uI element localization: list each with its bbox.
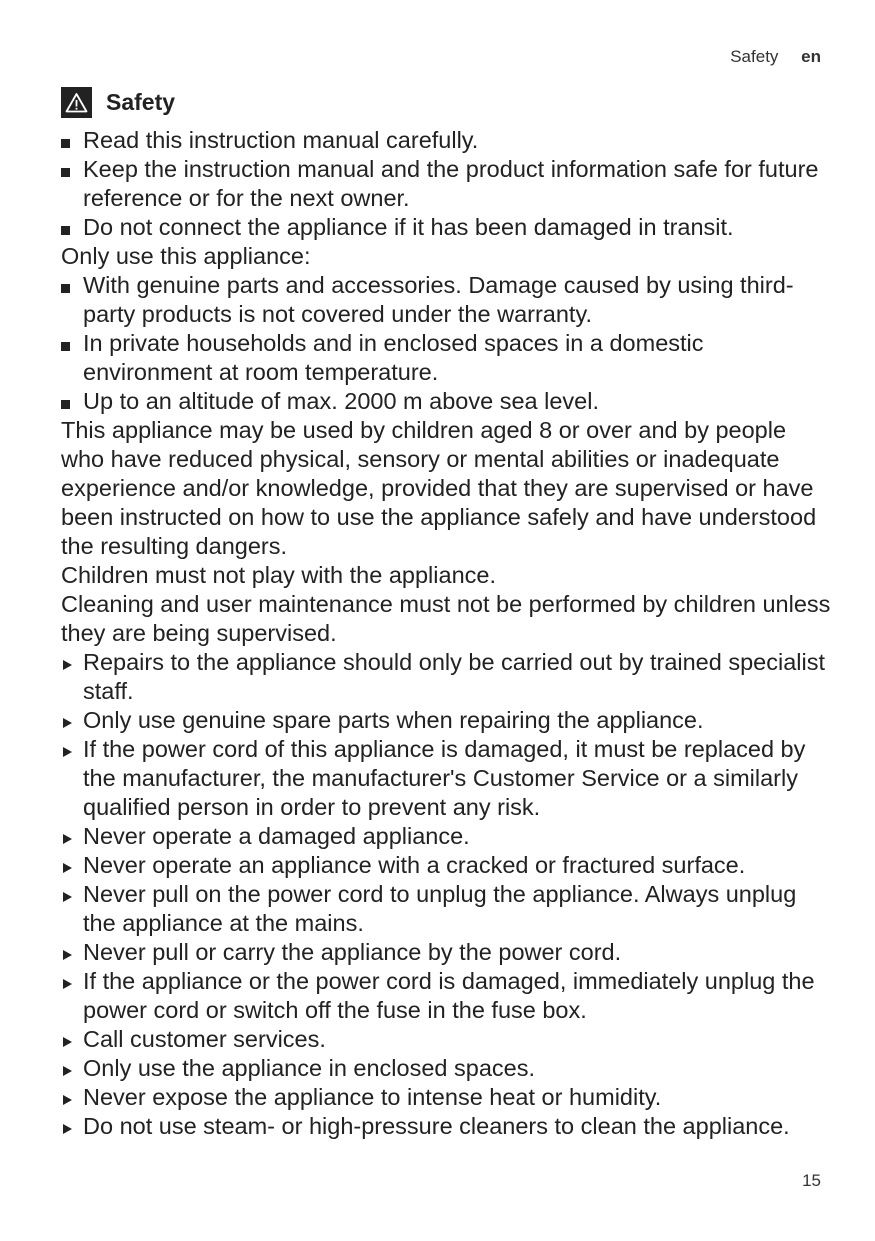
action-item: Never operate an appliance with a cracked or fractured surface. xyxy=(61,851,831,880)
action-item: Only use genuine spare parts when repairing the appliance. xyxy=(61,706,831,735)
warning-icon xyxy=(61,87,92,118)
children-play-paragraph: Children must not play with the appliance. xyxy=(61,562,496,588)
cleaning-paragraph: Cleaning and user maintenance must not be performed by children unless they are being supervised. xyxy=(61,591,831,646)
action-item: Call customer services. xyxy=(61,1025,831,1054)
action-item: Never pull on the power cord to unplug the appliance. Always unplug the appliance at the mains. xyxy=(61,880,831,938)
list-item: Keep the instruction manual and the product information safe for future reference or for the next owner. xyxy=(61,155,831,213)
header-language: en xyxy=(801,47,821,66)
section-heading xyxy=(61,80,831,124)
action-list xyxy=(61,648,831,1141)
children-paragraph: This appliance may be used by children aged 8 or over and by people who have reduced physical, sensory or mental abilities or inadequate experience and/or knowledge, provided that they are supervised or have been instructed on how to use the appliance safely and have understood the resulting dangers. xyxy=(61,417,817,559)
running-header xyxy=(730,47,821,67)
bullet-list-general xyxy=(61,126,831,242)
action-item: Never pull or carry the appliance by the power cord. xyxy=(61,938,831,967)
action-item: Never expose the appliance to intense heat or humidity. xyxy=(61,1083,831,1112)
page-number: 15 xyxy=(802,1171,821,1190)
header-section: Safety xyxy=(730,47,779,66)
list-item: Read this instruction manual carefully. xyxy=(61,126,831,155)
action-item: Never operate a damaged appliance. xyxy=(61,822,831,851)
action-item: Do not use steam- or high-pressure cleaners to clean the appliance. xyxy=(61,1112,831,1141)
action-item: If the power cord of this appliance is damaged, it must be replaced by the manufacturer, the manufacturer's Customer Service or a similarly qualified person in order to prevent any risk. xyxy=(61,735,831,822)
safety-content xyxy=(61,80,831,1141)
page-title: Safety xyxy=(106,88,176,115)
list-item: With genuine parts and accessories. Damage caused by using third-party products is not covered under the warranty. xyxy=(61,271,831,329)
list-item: Up to an altitude of max. 2000 m above sea level. xyxy=(61,387,831,416)
action-item: Repairs to the appliance should only be carried out by trained specialist staff. xyxy=(61,648,831,706)
list-item: In private households and in enclosed spaces in a domestic environment at room temperature. xyxy=(61,329,831,387)
list-item: Do not connect the appliance if it has been damaged in transit. xyxy=(61,213,831,242)
bullet-list-usage xyxy=(61,271,831,416)
action-item: Only use the appliance in enclosed spaces. xyxy=(61,1054,831,1083)
action-item: If the appliance or the power cord is damaged, immediately unplug the power cord or switch off the fuse in the fuse box. xyxy=(61,967,831,1025)
only-use-intro: Only use this appliance: xyxy=(61,243,311,269)
